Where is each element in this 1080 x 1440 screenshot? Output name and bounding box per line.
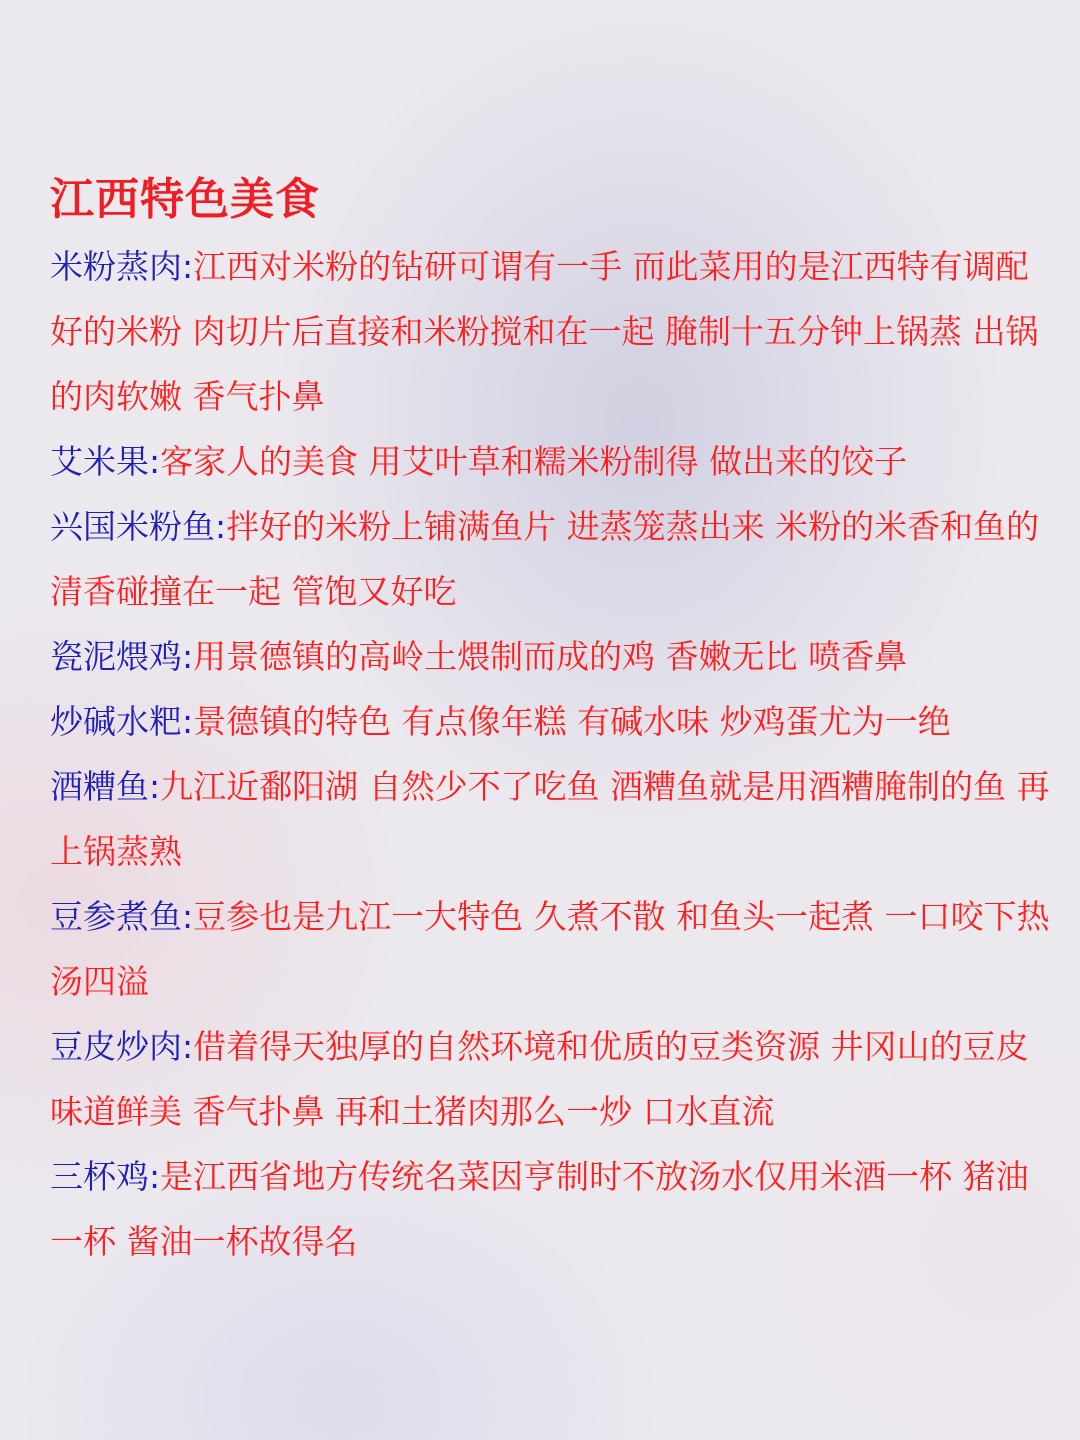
food-name: 艾米果:	[50, 442, 161, 481]
page-title: 江西特色美食	[50, 174, 320, 225]
food-entry	[50, 689, 1050, 754]
food-name: 豆皮炒肉:	[50, 1027, 194, 1066]
food-description: 豆参也是九江一大特色 久煮不散 和鱼头一起煮 一口咬下热汤四溢	[50, 897, 1050, 1001]
food-name: 米粉蒸肉:	[50, 247, 194, 286]
food-entry	[50, 429, 1050, 494]
food-entry	[50, 884, 1050, 1014]
food-description: 是江西省地方传统名菜因亨制时不放汤水仅用米酒一杯 猪油一杯 酱油一杯故得名	[50, 1157, 1029, 1261]
food-name: 炒碱水粑:	[50, 702, 194, 741]
food-name: 豆参煮鱼:	[50, 897, 194, 936]
food-name: 酒糟鱼:	[50, 767, 161, 806]
food-description: 拌好的米粉上铺满鱼片 进蒸笼蒸出来 米粉的米香和鱼的清香碰撞在一起 管饱又好吃	[50, 507, 1040, 611]
food-description: 江西对米粉的钻研可谓有一手 而此菜用的是江西特有调配好的米粉 肉切片后直接和米粉搅和在一起 腌制十五分钟上锅蒸 出锅的肉软嫩 香气扑鼻	[50, 247, 1039, 416]
food-entry	[50, 624, 1050, 689]
food-entry	[50, 1144, 1050, 1274]
food-entry	[50, 1014, 1050, 1144]
food-name: 瓷泥煨鸡:	[50, 637, 194, 676]
article	[50, 168, 1050, 1274]
food-entry	[50, 234, 1050, 429]
food-description: 用景德镇的高岭土煨制而成的鸡 香嫩无比 喷香鼻	[193, 637, 908, 676]
food-description: 客家人的美食 用艾叶草和糯米粉制得 做出来的饺子	[160, 442, 908, 481]
food-name: 三杯鸡:	[50, 1157, 161, 1196]
food-description: 借着得天独厚的自然环境和优质的豆类资源 井冈山的豆皮味道鲜美 香气扑鼻 再和土猪肉那么一炒 口水直流	[50, 1027, 1029, 1131]
food-description: 景德镇的特色 有点像年糕 有碱水味 炒鸡蛋尤为一绝	[193, 702, 951, 741]
food-entry	[50, 754, 1050, 884]
food-name: 兴国米粉鱼:	[50, 507, 227, 546]
food-entry	[50, 494, 1050, 624]
food-description: 九江近鄱阳湖 自然少不了吃鱼 酒糟鱼就是用酒糟腌制的鱼 再上锅蒸熟	[50, 767, 1050, 871]
